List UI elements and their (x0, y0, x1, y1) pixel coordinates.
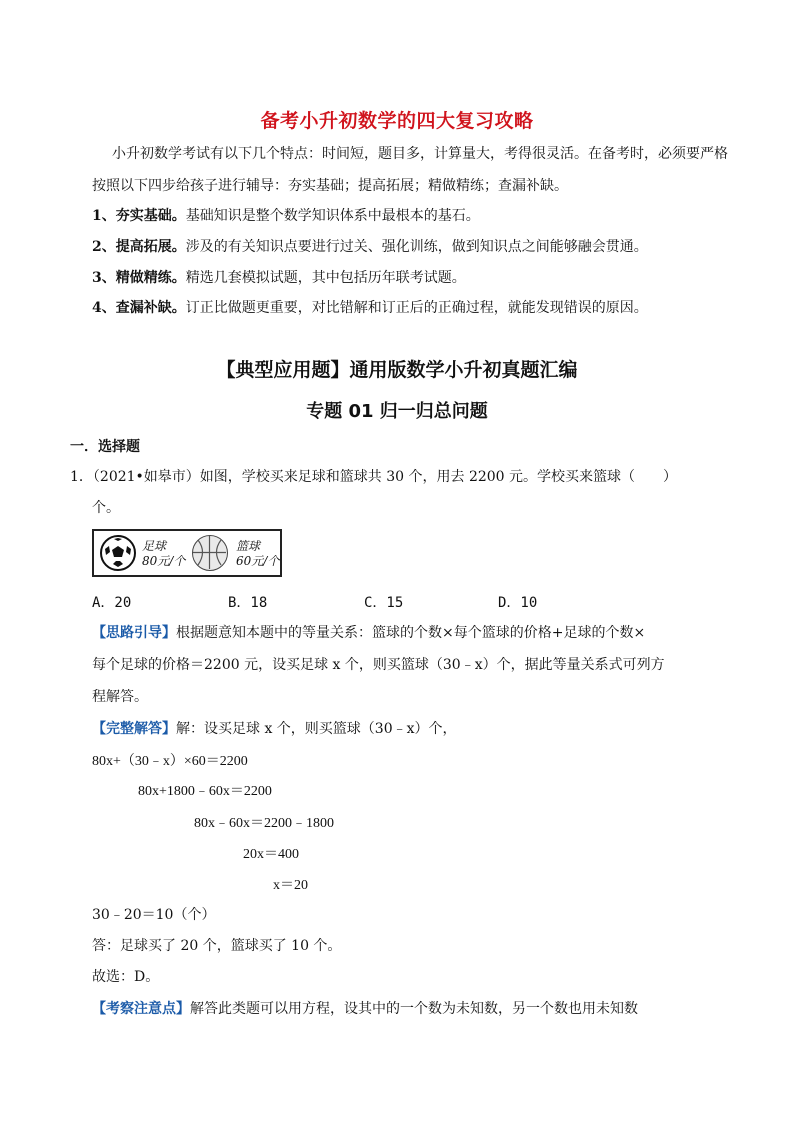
hint-tag: 【思路引导】 (92, 625, 176, 641)
tip-label: 1、夯实基础。 (92, 208, 186, 224)
tip-text: 精选几套模拟试题，其中包括历年联考试题。 (185, 270, 466, 286)
solution-tag: 【完整解答】 (92, 721, 176, 737)
equation-step-3: 80x﹣60x＝2200﹣1800 (194, 816, 334, 831)
football-name: 足球 (142, 539, 167, 553)
tip-text: 基础知识是整个数学知识体系中最根本的基石。 (185, 208, 480, 224)
tip-label: 2、提高拓展。 (92, 239, 186, 255)
calculation-line: 30﹣20＝10（个） (92, 907, 216, 923)
tip-label: 3、精做精练。 (92, 270, 186, 286)
choice-line: 故选：D。 (92, 969, 160, 985)
answer-line: 答：足球买了 20 个，篮球买了 10 个。 (92, 938, 342, 954)
equation-step-2: 80x+1800﹣60x＝2200 (138, 784, 272, 799)
equation-step-1: 80x+（30﹣x）×60＝2200 (92, 754, 248, 769)
note-text: 解答此类题可以用方程，设其中的一个数为未知数，另一个数也用未知数 (190, 1001, 638, 1017)
hint-line-3: 程解答。 (92, 689, 148, 705)
football-price: 80元/个 (142, 554, 186, 568)
option-c: C．15 (364, 595, 404, 611)
solution-intro (92, 718, 457, 738)
basketball-name: 篮球 (236, 539, 261, 553)
tip-label: 4、查漏补缺。 (92, 300, 186, 316)
basketball-price: 60元/个 (236, 554, 280, 568)
question-line-2: 个。 (92, 500, 120, 516)
tip-4 (92, 298, 648, 318)
hint-text: 根据题意知本题中的等量关系：篮球的个数×每个篮球的价格+足球的个数× (176, 625, 646, 641)
note-tag: 【考察注意点】 (92, 1001, 190, 1017)
document-title: 【典型应用题】通用版数学小升初真题汇编 (216, 359, 578, 381)
tip-1 (92, 206, 480, 226)
page-title: 备考小升初数学的四大复习攻略 (260, 110, 534, 132)
question-line-1: 1．（2021•如皋市）如图，学校买来足球和篮球共 30 个，用去 2200 元。学校买来篮球（ ） (70, 469, 678, 485)
equation-step-5: x＝20 (273, 878, 308, 893)
hint-line-1 (92, 622, 645, 642)
ball-price-figure (92, 529, 282, 577)
solution-intro-text: 解：设买足球 x 个，则买篮球（30﹣x）个， (176, 721, 457, 737)
section-heading: 一．选择题 (70, 439, 140, 455)
basketball-label (236, 539, 279, 569)
note-line (92, 998, 638, 1018)
basketball-icon (192, 535, 228, 571)
equation-step-4: 20x＝400 (243, 847, 299, 862)
tip-3 (92, 268, 466, 288)
football-icon (100, 535, 136, 571)
tip-2 (92, 237, 648, 257)
option-b: B．18 (228, 595, 268, 611)
football-label (142, 539, 185, 569)
document-subtitle: 专题 01 归一归总问题 (306, 401, 488, 422)
option-d: D．10 (498, 595, 538, 611)
intro-line-1: 小升初数学考试有以下几个特点：时间短，题目多，计算量大，考得很灵活。在备考时，必须要严格 (112, 146, 728, 162)
tip-text: 涉及的有关知识点要进行过关、强化训练，做到知识点之间能够融会贯通。 (185, 239, 648, 255)
option-a: A．20 (92, 595, 132, 611)
tip-text: 订正比做题更重要，对比错解和订正后的正确过程，就能发现错误的原因。 (185, 300, 648, 316)
intro-line-2: 按照以下四步给孩子进行辅导：夯实基础；提高拓展；精做精练；查漏补缺。 (92, 178, 568, 194)
hint-line-2: 每个足球的价格＝2200 元，设买足球 x 个，则买篮球（30﹣x）个，据此等量关系式可列方 (92, 657, 665, 673)
